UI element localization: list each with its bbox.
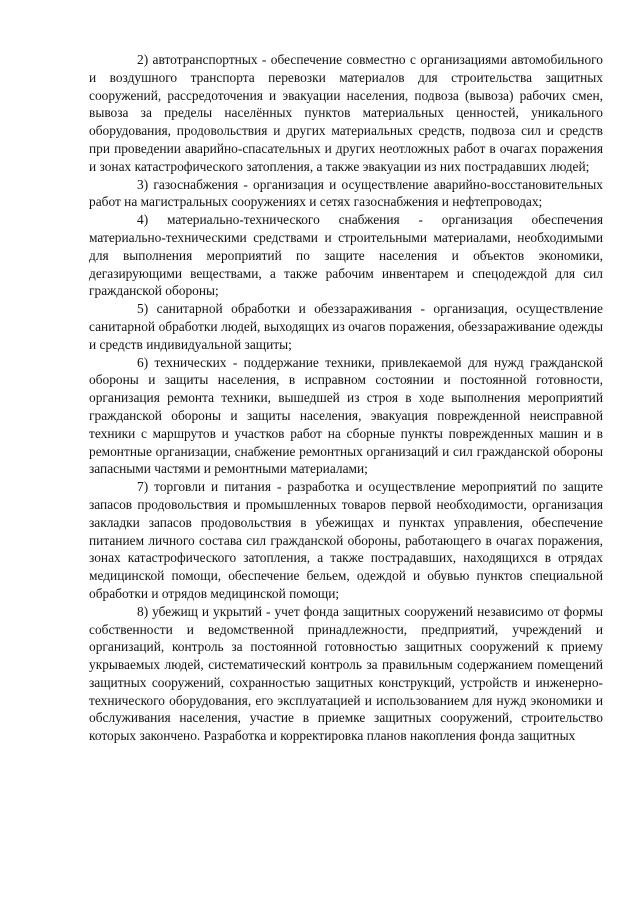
paragraph-autotransport: 2) автотранспортных - обеспечение совместно с организациями автомобильного и воздушного транспорта перевозки материалов для строительства защитных сооружений, рассредоточения и эвакуации населения, подвоза (вывоза) рабочих смен, вывоза за пределы населённых пунктов материальных ценностей, уникального оборудования, продовольствия и других материальных средств, подвоза сил и средств при проведении аварийно-спасательных и других неотложных работ в очагах поражения и зонах катастрофического затопления, а также эвакуации из них пострадавших людей; bbox=[89, 52, 603, 174]
paragraph-sanitary-treatment: 5) санитарной обработки и обеззараживания - организация, осуществление санитарной обработки людей, выходящих из очагов поражения, обеззараживание одежды и средств индивидуальной защиты; bbox=[89, 301, 603, 352]
document-body bbox=[89, 51, 603, 745]
paragraph-technical: 6) технических - поддержание техники, привлекаемой для нужд гражданской обороны и защиты населения, в исправном состоянии и постоянной готовности, организация ремонта техники, вышедшей из строя в ходе выполнения мероприятий гражданской обороны и защиты населения, эвакуация поврежденной неисправной техники с маршрутов и участков работ на сборные пункты поврежденных машин и в ремонтные организации, снабжение ремонтных организаций и сил гражданской обороны запасными частями и ремонтными материалами; bbox=[89, 354, 603, 477]
paragraph-shelters: 8) убежищ и укрытий - учет фонда защитных сооружений независимо от формы собственности и ведомственной принадлежности, предприятий, учреждений и организаций, контроль за постоянной готовностью защитных сооружений к приему укрываемых людей, систематический контроль за правильным содержанием помещений защитных сооружений, сохранностью защитных конструкций, устройств и инженерно-технического оборудования, его эксплуатацией и использованием для нужд экономики и обслуживания населения, участие в приемке защитных сооружений, строительство которых закончено. Разработка и корректировка планов накопления фонда защитных bbox=[89, 603, 603, 744]
paragraph-trade-and-food: 7) торговли и питания - разработка и осуществление мероприятий по защите запасов продовольствия и промышленных товаров первой необходимости, организация закладки запасов продовольствия в убежищах и пунктах управления, обеспечение питанием личного состава сил гражданской обороны, работающего в очагах поражения, зонах катастрофического затопления, а также пострадавших, находящихся в отрядах медицинской помощи, обеспечение бельем, одеждой и обувью пунктов специальной обработки и отрядов медицинской помощи; bbox=[89, 479, 603, 601]
paragraph-material-supply: 4) материально-технического снабжения - организация обеспечения материально-техническими средствами и строительными материалами, необходимыми для выполнения мероприятий по защите населения и объектов экономики, дегазирующими веществами, а также рабочим инвентарем и спецодеждой для сил гражданской обороны; bbox=[89, 212, 603, 299]
paragraph-gas-supply: 3) газоснабжения - организация и осуществление аварийно-восстановительных работ на магистральных сооружениях и сетях газоснабжения и нефтепроводах; bbox=[89, 176, 603, 210]
